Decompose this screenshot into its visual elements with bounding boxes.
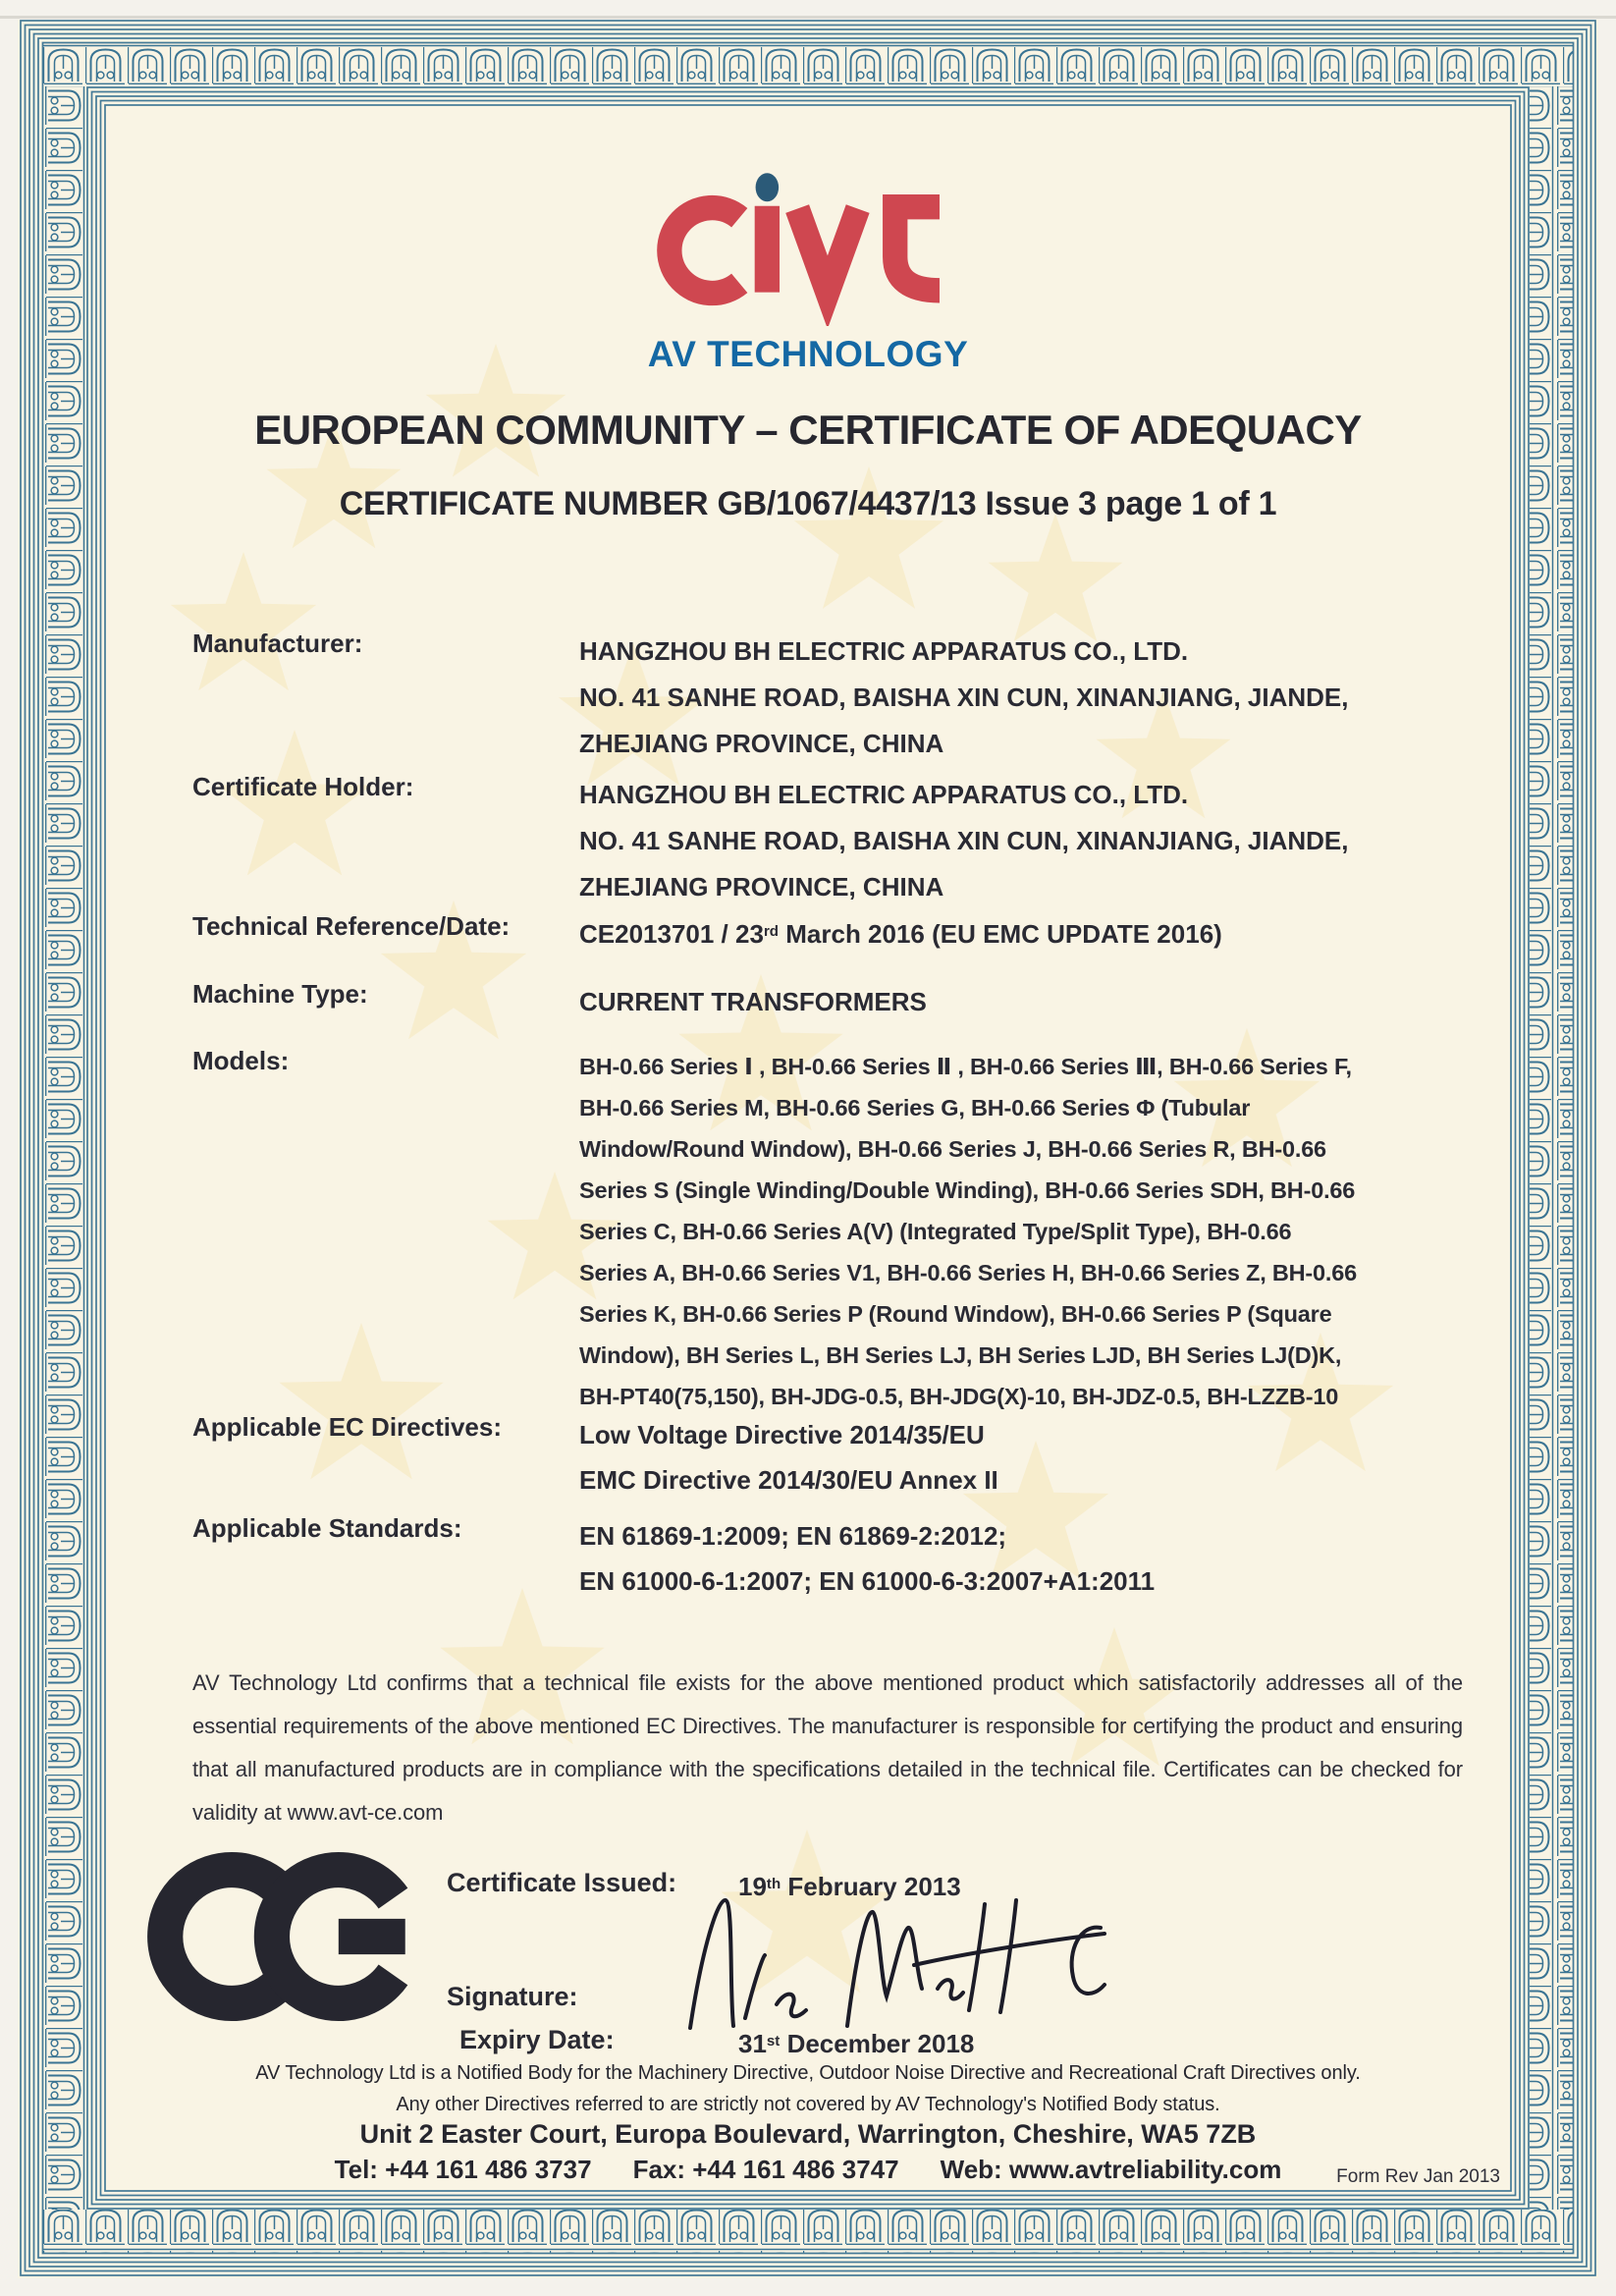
- field-value-line: CE2013701 / 23rd March 2016 (EU EMC UPDATE 2016): [579, 919, 1222, 949]
- ordinal-superscript: rd: [763, 923, 780, 941]
- form-revision-note: Form Rev Jan 2013: [1336, 2166, 1500, 2187]
- certificate-issued-date: 19th February 2013: [738, 1872, 961, 1901]
- field-value-line: EMC Directive 2014/30/EU Annex II: [579, 1465, 998, 1495]
- field-label: Models:: [192, 1046, 290, 1075]
- expiry-date-label: Expiry Date:: [459, 2025, 615, 2054]
- certificate-title: EUROPEAN COMMUNITY – CERTIFICATE OF ADEQUACY: [254, 407, 1362, 453]
- field-value-line: CURRENT TRANSFORMERS: [579, 987, 927, 1016]
- field-value-line: HANGZHOU BH ELECTRIC APPARATUS CO., LTD.: [579, 636, 1189, 666]
- field-value-line: BH-0.66 Series M, BH-0.66 Series G, BH-0.66 Series Φ (Tubular: [579, 1095, 1251, 1121]
- field-label: Technical Reference/Date:: [192, 911, 511, 941]
- footer-address: Unit 2 Easter Court, Europa Boulevard, Warrington, Cheshire, WA5 7ZB: [359, 2119, 1257, 2149]
- footer-fax: Fax: +44 161 486 3747: [632, 2155, 899, 2184]
- field-label: Applicable EC Directives:: [192, 1412, 502, 1442]
- footer-directives-line: Any other Directives referred to are strictly not covered by AV Technology's Notified Body status.: [396, 2094, 1220, 2115]
- field-value-line: Window/Round Window), BH-0.66 Series J, BH-0.66 Series R, BH-0.66: [579, 1136, 1326, 1162]
- footer-tel: Tel: +44 161 486 3737: [334, 2155, 592, 2184]
- signature-handwriting: [656, 1871, 1127, 2038]
- ce-mark: [147, 1842, 432, 2031]
- field-label: Certificate Holder:: [192, 772, 414, 801]
- field-value-line: Low Voltage Directive 2014/35/EU: [579, 1420, 985, 1449]
- field-value-line: Series A, BH-0.66 Series V1, BH-0.66 Series H, BH-0.66 Series Z, BH-0.66: [579, 1260, 1357, 1285]
- field-value-line: BH-PT40(75,150), BH-JDG-0.5, BH-JDG(X)-10, BH-JDZ-0.5, BH-LZZB-10: [579, 1384, 1339, 1409]
- field-value-line: NO. 41 SANHE ROAD, BAISHA XIN CUN, XINANJIANG, JIANDE,: [579, 683, 1349, 712]
- field-label: Machine Type:: [192, 979, 368, 1009]
- field-value-line: Series K, BH-0.66 Series P (Round Window), BH-0.66 Series P (Square: [579, 1301, 1332, 1327]
- logo-company-name: AV TECHNOLOGY: [647, 334, 969, 374]
- field-value-line: EN 61000-6-1:2007; EN 61000-6-3:2007+A1:2011: [579, 1566, 1156, 1596]
- field-value-line: BH-0.66 Series Ⅰ , BH-0.66 Series Ⅱ , BH-0.66 Series Ⅲ, BH-0.66 Series F,: [579, 1054, 1352, 1079]
- field-label: Manufacturer:: [192, 629, 363, 658]
- avt-logo: [656, 157, 960, 326]
- field-value-line: NO. 41 SANHE ROAD, BAISHA XIN CUN, XINANJIANG, JIANDE,: [579, 826, 1349, 855]
- logo-dot: [756, 173, 780, 201]
- field-value-line: ZHEJIANG PROVINCE, CHINA: [579, 872, 944, 902]
- confirmation-statement: AV Technology Ltd confirms that a technical file exists for the above mentioned product which satisfactorily addresses all of the essential requirements of the above mentioned EC Directives. The manufacturer is responsible for certifying the product and ensuring that all manufactured products are in compliance with the specifications detailed in the technical file. Certificates can be checked for validity at www.avt-ce.com: [192, 1670, 1463, 1825]
- field-value-line: Series C, BH-0.66 Series A(V) (Integrated Type/Split Type), BH-0.66: [579, 1219, 1292, 1244]
- field-label: Applicable Standards:: [192, 1513, 462, 1543]
- field-value-line: ZHEJIANG PROVINCE, CHINA: [579, 729, 944, 758]
- certificate-number-line: CERTIFICATE NUMBER GB/1067/4437/13 Issue 3 page 1 of 1: [339, 485, 1277, 522]
- footer-notified-body-line: AV Technology Ltd is a Notified Body for the Machinery Directive, Outdoor Noise Directive and Recreational Craft Directives only.: [255, 2062, 1361, 2084]
- footer-web: Web: www.avtreliability.com: [940, 2155, 1282, 2184]
- ordinal-superscript: th: [766, 1876, 781, 1893]
- field-value-line: Window), BH Series L, BH Series LJ, BH Series LJD, BH Series LJ(D)K,: [579, 1342, 1342, 1368]
- ordinal-superscript: st: [766, 2033, 781, 2050]
- field-value-line: EN 61869-1:2009; EN 61869-2:2012;: [579, 1521, 1007, 1551]
- expiry-date-value: 31st December 2018: [738, 2029, 975, 2058]
- field-value-line: Series S (Single Winding/Double Winding), BH-0.66 Series SDH, BH-0.66: [579, 1177, 1356, 1203]
- certificate-issued-label: Certificate Issued:: [447, 1868, 677, 1897]
- signature-label: Signature:: [447, 1982, 578, 2011]
- field-value-line: HANGZHOU BH ELECTRIC APPARATUS CO., LTD.: [579, 780, 1189, 809]
